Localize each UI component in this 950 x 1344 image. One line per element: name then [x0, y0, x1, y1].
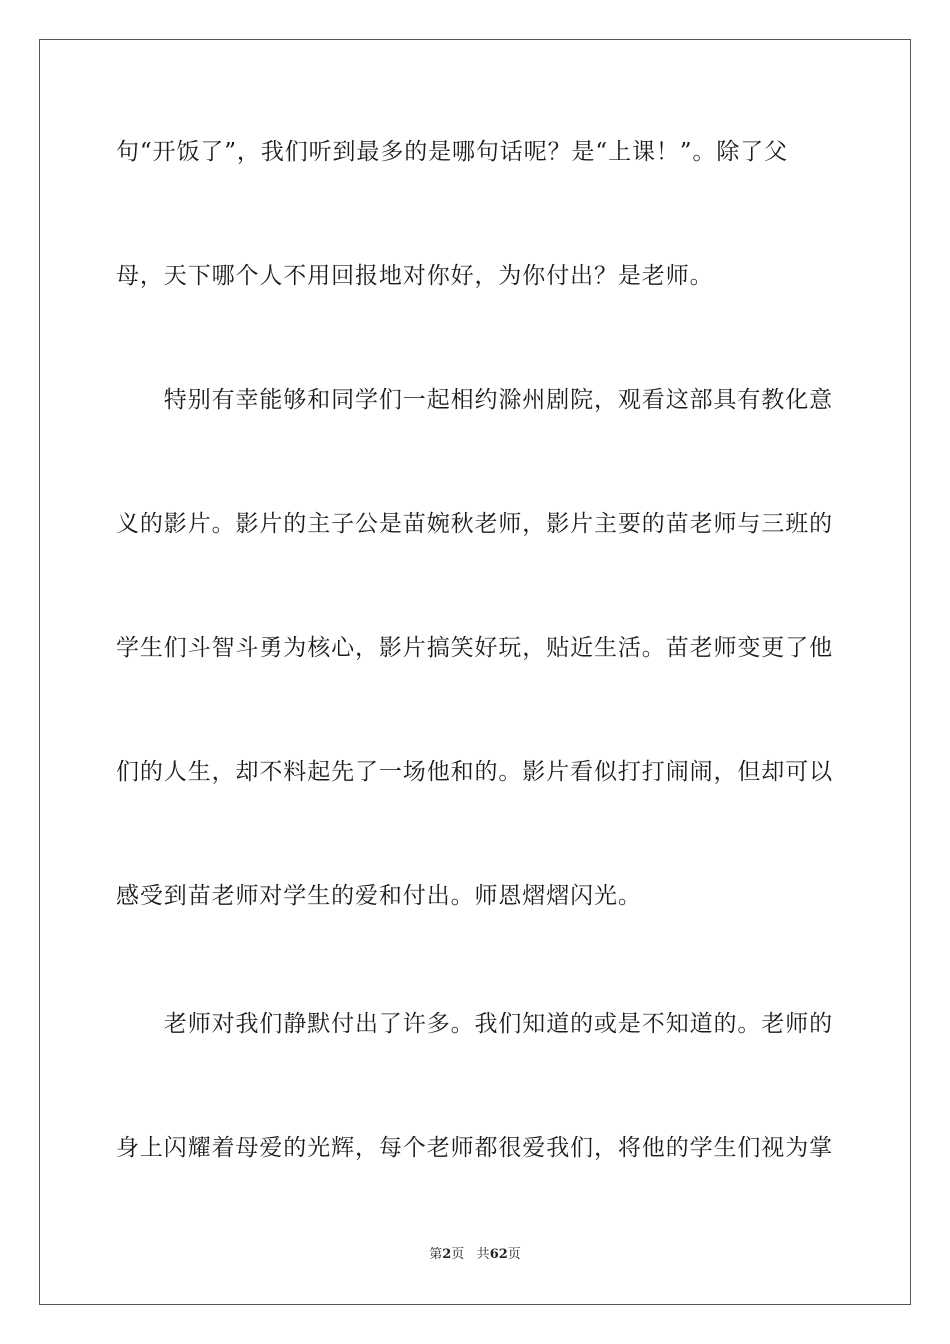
total-page-number: 62 [489, 1247, 508, 1262]
text-line-9: 身上闪耀着母爱的光辉，每个老师都很爱我们，将他的学生们视为掌 [116, 1135, 833, 1161]
total-prefix: 共 [476, 1247, 490, 1262]
page-prefix: 第 [429, 1247, 443, 1262]
page-border [39, 39, 911, 1305]
text-line-2: 母，天下哪个人不用回报地对你好，为你付出？是老师。 [116, 263, 714, 289]
text-line-4: 义的影片。影片的主子公是苗婉秋老师，影片主要的苗老师与三班的 [116, 511, 833, 537]
page-footer [0, 1246, 950, 1264]
text-line-3: 特别有幸能够和同学们一起相约滁州剧院，观看这部具有教化意 [116, 387, 833, 413]
text-line-8: 老师对我们静默付出了许多。我们知道的或是不知道的。老师的 [116, 1011, 833, 1037]
text-line-1: 句“开饭了”，我们听到最多的是哪句话呢？是“上课！”。除了父 [116, 139, 789, 165]
page-unit: 页 [451, 1247, 465, 1262]
text-line-6: 们的人生，却不料起先了一场他和的。影片看似打打闹闹，但却可以 [116, 759, 833, 785]
text-line-5: 学生们斗智斗勇为核心，影片搞笑好玩，贴近生活。苗老师变更了他 [116, 635, 833, 661]
text-line-7: 感受到苗老师对学生的爱和付出。师恩熠熠闪光。 [116, 883, 642, 909]
total-unit: 页 [507, 1247, 521, 1262]
current-page-number: 2 [442, 1247, 452, 1262]
